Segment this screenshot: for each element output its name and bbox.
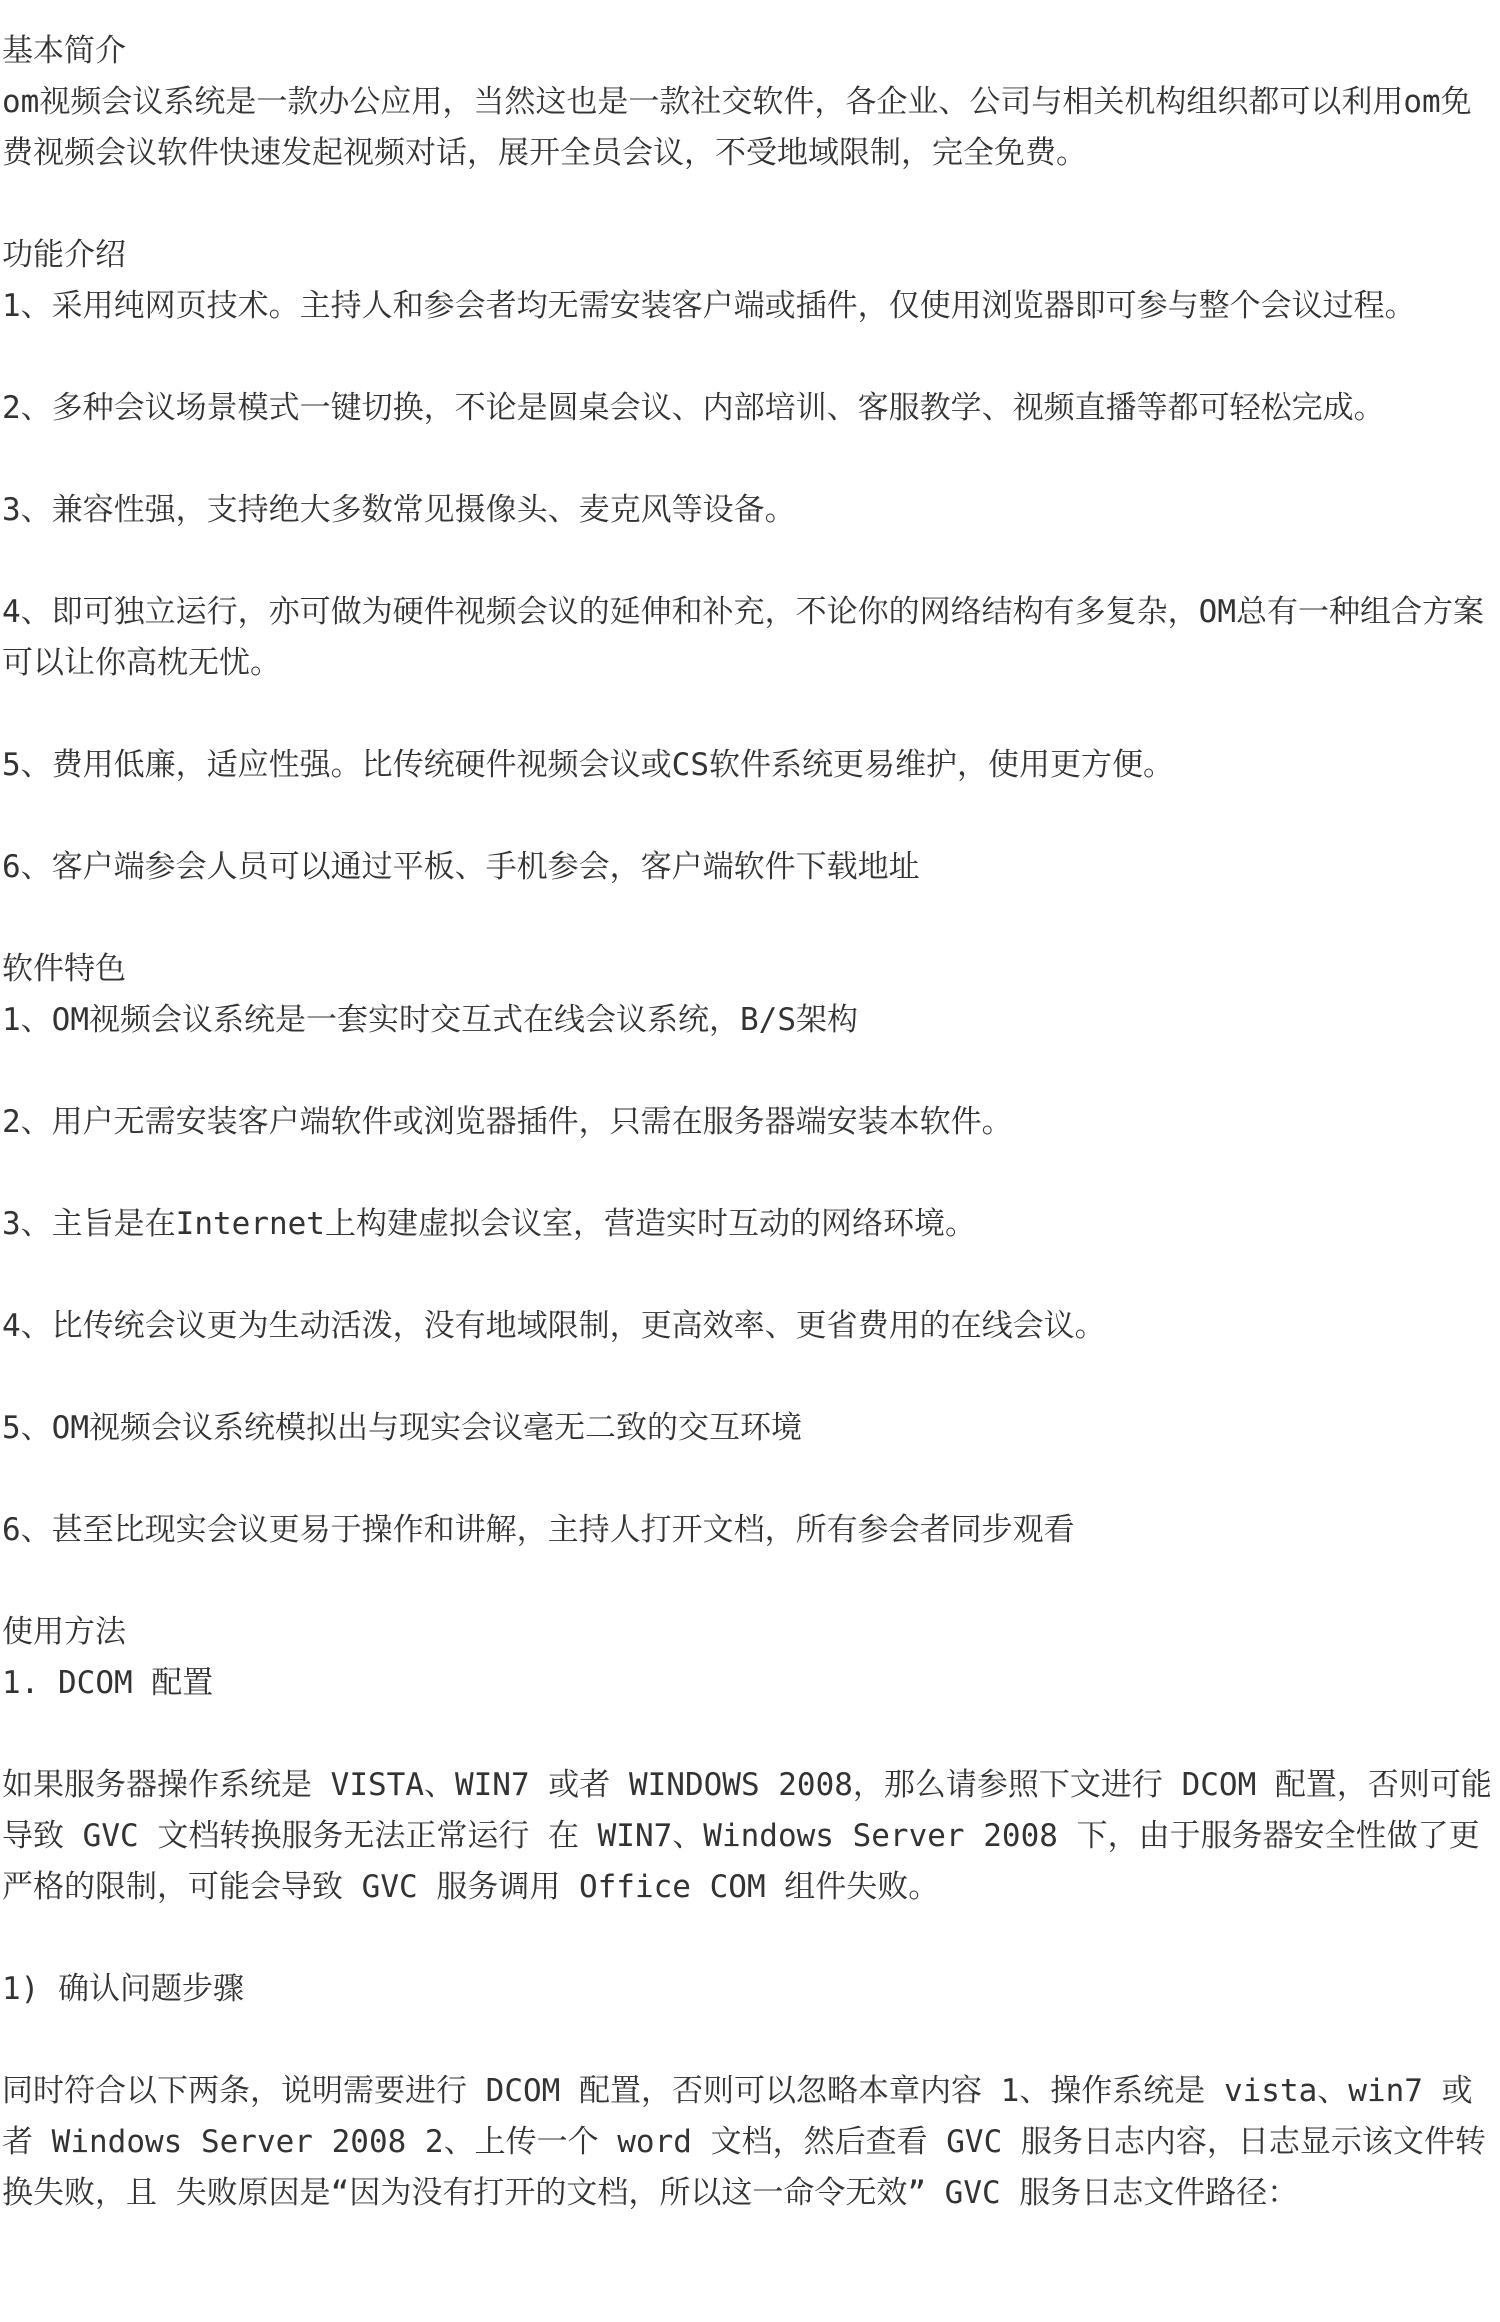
section-title-usage: 使用方法 <box>2 1614 126 1650</box>
highlight-item: 1、OM视频会议系统是一套实时交互式在线会议系统，B/S架构 <box>2 1002 858 1038</box>
highlight-item: 6、甚至比现实会议更易于操作和讲解，主持人打开文档，所有参会者同步观看 <box>2 1512 1075 1548</box>
spacer <box>2 1352 1496 1403</box>
spacer <box>2 893 1496 944</box>
spacer <box>2 1148 1496 1199</box>
highlight-item: 4、比传统会议更为生动活泼，没有地域限制，更高效率、更省费用的在线会议。 <box>2 1308 1106 1344</box>
spacer <box>2 2015 1496 2066</box>
feature-item: 2、多种会议场景模式一键切换，不论是圆桌会议、内部培训、客服教学、视频直播等都可轻松完成。 <box>2 390 1385 426</box>
usage-paragraph: 如果服务器操作系统是 VISTA、WIN7 或者 WINDOWS 2008，那么请参照下文进行 DCOM 配置，否则可能导致 GVC 文档转换服务无法正常运行 在 WIN7、Windows Server 2008 下，由于服务器安全性做了更严格的限制，可能会导致 GVC 服务调用 Office COM 组件失败。 <box>2 1767 1492 1905</box>
spacer <box>2 1709 1496 1760</box>
spacer <box>2 434 1496 485</box>
spacer <box>2 332 1496 383</box>
spacer <box>2 689 1496 740</box>
highlight-item: 2、用户无需安装客户端软件或浏览器插件，只需在服务器端安装本软件。 <box>2 1104 1013 1140</box>
intro-paragraph: om视频会议系统是一款办公应用，当然这也是一款社交软件，各企业、公司与相关机构组织都可以利用om免费视频会议软件快速发起视频对话，展开全员会议，不受地域限制，完全免费。 <box>2 84 1472 171</box>
highlight-item: 5、OM视频会议系统模拟出与现实会议毫无二致的交互环境 <box>2 1410 802 1446</box>
usage-subheading: 1) 确认问题步骤 <box>2 1971 244 2007</box>
feature-item: 6、客户端参会人员可以通过平板、手机参会，客户端软件下载地址 <box>2 849 920 885</box>
feature-item: 3、兼容性强，支持绝大多数常见摄像头、麦克风等设备。 <box>2 492 796 528</box>
section-title-features: 功能介绍 <box>2 237 126 273</box>
section-title-intro: 基本简介 <box>2 33 126 69</box>
article-body <box>2 26 1496 2219</box>
section-title-highlights: 软件特色 <box>2 951 126 987</box>
spacer <box>2 791 1496 842</box>
spacer <box>2 179 1496 230</box>
feature-item: 5、费用低廉，适应性强。比传统硬件视频会议或CS软件系统更易维护，使用更方便。 <box>2 747 1174 783</box>
spacer <box>2 1556 1496 1607</box>
spacer <box>2 1046 1496 1097</box>
feature-item: 1、采用纯网页技术。主持人和参会者均无需安装客户端或插件，仅使用浏览器即可参与整个会议过程。 <box>2 288 1416 324</box>
feature-item: 4、即可独立运行，亦可做为硬件视频会议的延伸和补充，不论你的网络结构有多复杂，OM总有一种组合方案可以让你高枕无忧。 <box>2 594 1484 681</box>
usage-step-heading: 1. DCOM 配置 <box>2 1665 214 1701</box>
spacer <box>2 1913 1496 1964</box>
spacer <box>2 536 1496 587</box>
spacer <box>2 1454 1496 1505</box>
usage-paragraph: 同时符合以下两条，说明需要进行 DCOM 配置，否则可以忽略本章内容 1、操作系统是 vista、win7 或者 Windows Server 2008 2、上传一个 word 文档，然后查看 GVC 服务日志内容，日志显示该文件转换失败，且 失败原因是“因为没有打开的文档，所以这一命令无效” GVC 服务日志文件路径： <box>2 2073 1486 2211</box>
highlight-item: 3、主旨是在Internet上构建虚拟会议室，营造实时互动的网络环境。 <box>2 1206 976 1242</box>
spacer <box>2 1250 1496 1301</box>
